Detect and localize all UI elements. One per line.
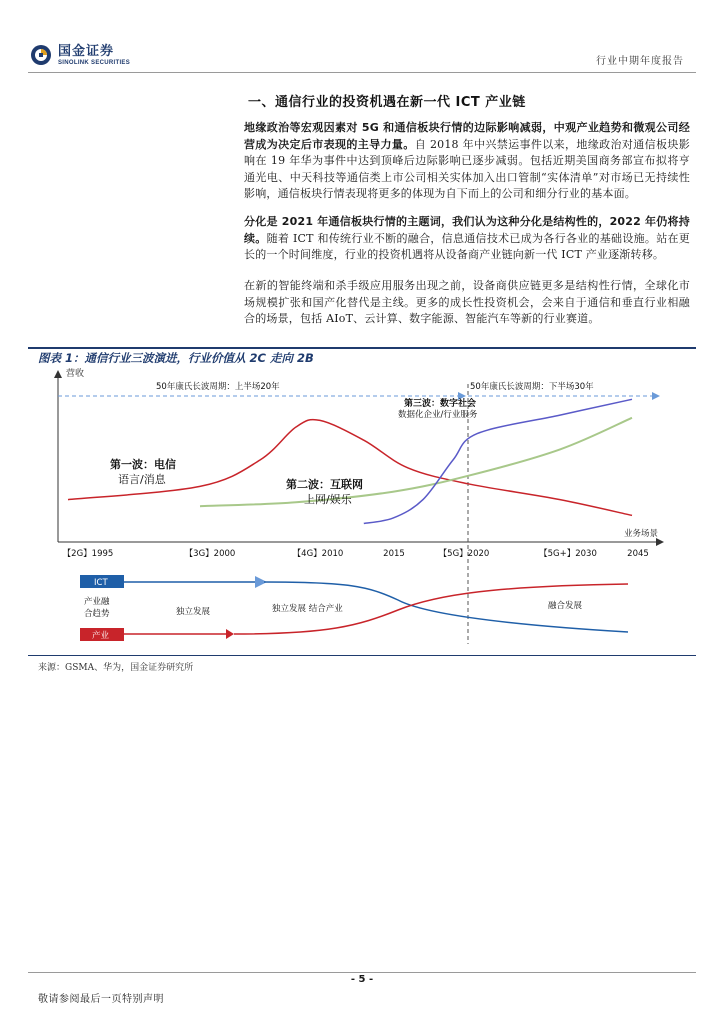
figure-bottom-rule: [28, 655, 696, 656]
sinolink-logo-icon: [30, 44, 52, 66]
wave3-label-line1: 第三波：数字社会: [404, 399, 477, 409]
x-axis-label: 业务场景: [624, 529, 659, 539]
figure-top-rule: [28, 347, 696, 349]
wave2-label-line2: 上网/娱乐: [304, 493, 352, 506]
page-number: - 5 -: [350, 974, 374, 985]
industry-tag-label: 产业: [92, 631, 110, 641]
figure-title: 图表 1：通信行业三波演进，行业价值从 2C 走向 2B: [38, 351, 314, 365]
cycle-2-label: 50年康氏长波周期：下半场30年: [470, 382, 594, 392]
phase-3-label: 融合发展: [548, 601, 583, 611]
phase-1-label: 独立发展: [176, 607, 211, 617]
paragraph-3: 在新的智能终端和杀手级应用服务出现之前，设备商供应链更多是结构性行情，全球化市场规模扩张和国产化替代是主线。更多的成长性投资机会，会来自于通信和垂直行业相融合的场景，包括 AIoT、云计算、数字能源、智能汽车等新的行业赛道。: [244, 279, 690, 325]
paragraph-2: [244, 214, 690, 264]
logo-chinese-name: 国金证券: [58, 43, 115, 59]
three-wave-chart: [28, 364, 696, 654]
y-axis-label: 营收: [66, 369, 85, 379]
wave2-label-line1: 第二波：互联网: [286, 478, 363, 491]
x-tick-label: 【4G】2010: [292, 549, 344, 559]
page-header: [0, 0, 724, 76]
footer-divider: [28, 972, 696, 973]
trend-label-line1: 产业融: [84, 597, 110, 607]
x-tick-label: 【3G】2000: [184, 549, 236, 559]
wave1-label-line1: 第一波：电信: [110, 458, 176, 471]
industry-arrowhead: [226, 629, 234, 639]
series-line-wave2: [200, 418, 632, 506]
paragraph-1-body: 自 2018 年中兴禁运事件以来，地缘政治对通信板块影响在 19 年华为事件中达到顶峰后边际影响已逐步减弱。包括近期美国商务部宣布拟将亨通光电、中天科技等通信类上市公司相关实体加入出口管制“实体清单”对市场已无持续性影响，通信板块行情表现将更多的体现为自下而上的公司和细分行业的基本面。: [244, 137, 691, 200]
x-tick-label: 【5G】2020: [438, 549, 490, 559]
figure-source: 来源：GSMA、华为，国金证券研究所: [38, 663, 194, 673]
ict-tag-label: ICT: [94, 578, 108, 588]
report-type-label: 行业中期年度报告: [596, 56, 684, 67]
paragraph-2-body: 随着 ICT 和传统行业不断的融合，信息通信技术已成为各行各业的基础设施。站在更长的一个时间维度，行业的投资机遇将从设备商产业链向新一代 ICT 产业逐渐转移。: [244, 231, 690, 261]
section-title: 一、通信行业的投资机遇在新一代 ICT 产业链: [248, 95, 526, 110]
x-tick-label: 2045: [627, 549, 649, 559]
company-logo: [30, 42, 130, 68]
x-tick-label: 2015: [383, 549, 405, 559]
x-tick-label: 【5G+】2030: [539, 549, 597, 559]
wave1-label-line2: 语言/消息: [118, 473, 166, 486]
cycle-1-label: 50年康氏长波周期：上半场20年: [156, 382, 280, 392]
phase-2-label: 独立发展 结合产业: [272, 604, 343, 614]
disclaimer-note: 敬请参阅最后一页特别声明: [38, 994, 164, 1005]
header-divider: [28, 72, 696, 73]
trend-label-line2: 合趋势: [84, 609, 110, 619]
paragraph-1: [244, 120, 690, 203]
paragraph-1-lead: 地缘政治等宏观因素对 5G 和通信板块行情的边际影响减弱，中观产业趋势和微观公司经营成为决定后市表现的主导力量。: [244, 121, 690, 151]
x-tick-label: 【2G】1995: [62, 549, 114, 559]
logo-english-name: SINOLINK SECURITIES: [58, 59, 131, 66]
wave3-label-line2: 数据化企业/行业服务: [398, 410, 478, 420]
paragraph-2-lead: 分化是 2021 年通信板块行情的主题词，我们认为这种分化是结构性的，2022 年仍将持续。: [244, 215, 690, 245]
